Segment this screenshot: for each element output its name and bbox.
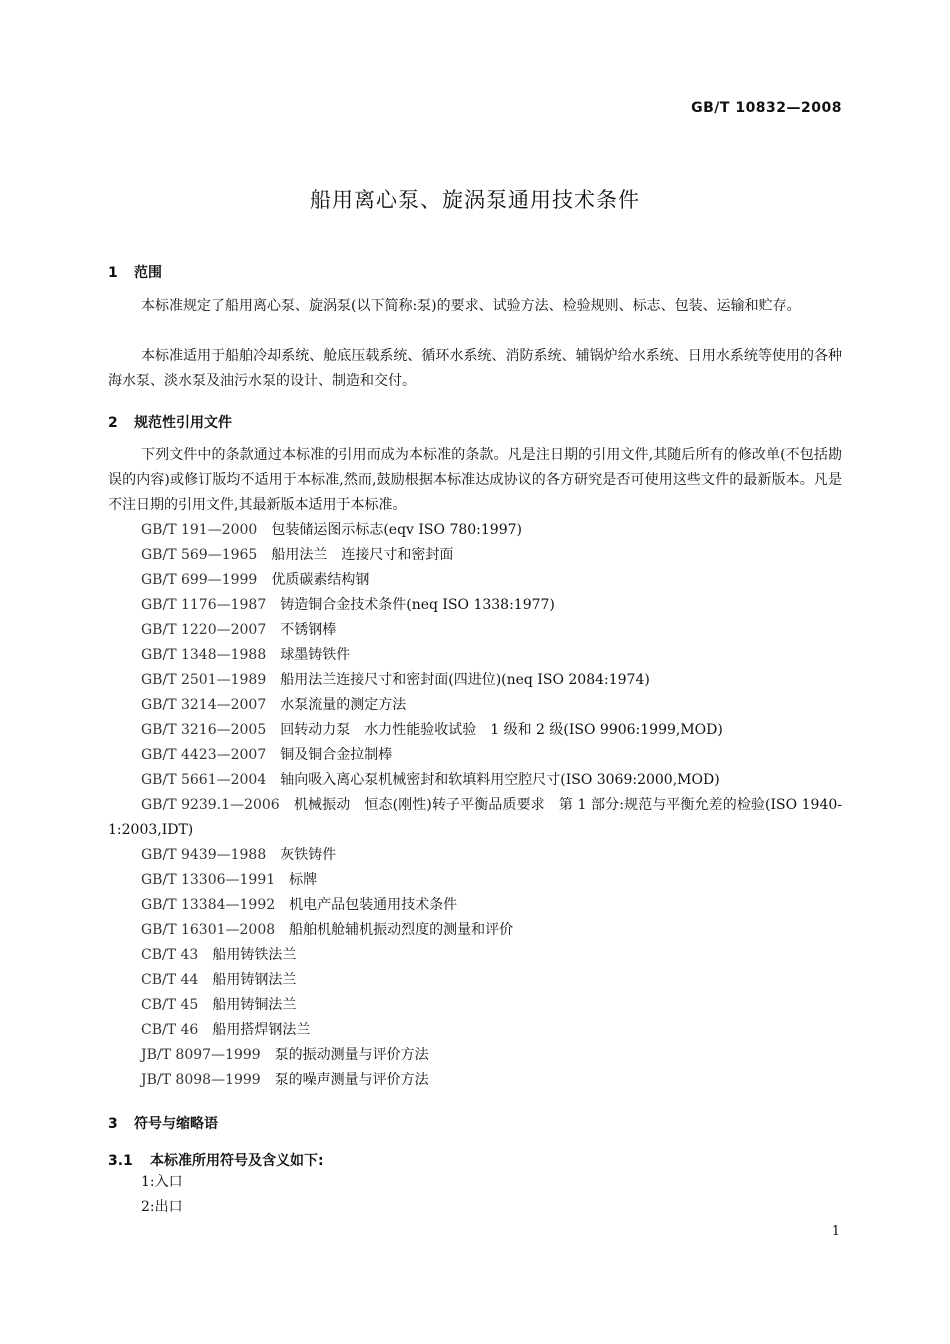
reference-title: 船用法兰 连接尺寸和密封面 [271, 547, 454, 563]
reference-gap [266, 772, 280, 788]
reference-title: 船用铸铁法兰 [212, 947, 297, 963]
symbol-item: 2:出口 [141, 1199, 183, 1215]
reference-code: CB/T 46 [141, 1022, 199, 1038]
reference-title: 机械振动 恒态(刚性)转子平衡品质要求 第 1 部分:规范与平衡允差的检验(ISO 1940-1:2003,IDT) [108, 797, 843, 838]
reference-code: GB/T 569—1965 [141, 547, 258, 563]
reference-code: GB/T 3216—2005 [141, 722, 267, 738]
reference-code: GB/T 2501—1989 [141, 672, 267, 688]
reference-gap [266, 722, 280, 738]
reference-code: GB/T 16301—2008 [141, 922, 276, 938]
section-number: 1 [108, 265, 118, 281]
section-3-heading [108, 1113, 218, 1133]
reference-title: 灰铁铸件 [280, 847, 337, 863]
reference-code: CB/T 45 [141, 997, 199, 1013]
reference-item [108, 718, 842, 743]
reference-gap [280, 797, 294, 813]
reference-gap [266, 672, 280, 688]
reference-title: 船用铸铜法兰 [212, 997, 297, 1013]
reference-gap [266, 597, 280, 613]
reference-gap [198, 1022, 212, 1038]
subsection-title: 本标准所用符号及含义如下: [150, 1153, 324, 1169]
reference-title: 船用铸钢法兰 [212, 972, 297, 988]
reference-gap [261, 1072, 275, 1088]
reference-code: GB/T 13384—1992 [141, 897, 276, 913]
reference-gap [266, 697, 280, 713]
reference-gap [261, 1047, 275, 1063]
section-number: 3 [108, 1116, 118, 1132]
reference-item [108, 693, 842, 718]
standard-code: GB/T 10832—2008 [691, 100, 842, 116]
document-title: 船用离心泵、旋涡泵通用技术条件 [310, 188, 640, 212]
reference-gap [266, 647, 280, 663]
reference-title: 轴向吸入离心泵机械密封和软填料用空腔尺寸(ISO 3069:2000,MOD) [280, 772, 720, 788]
reference-code: CB/T 44 [141, 972, 199, 988]
subsection-number: 3.1 [108, 1153, 133, 1169]
reference-gap [275, 872, 289, 888]
reference-code: GB/T 9239.1—2006 [141, 797, 280, 813]
reference-item [108, 1068, 842, 1093]
reference-gap [257, 572, 271, 588]
reference-item [108, 518, 842, 543]
reference-gap [198, 972, 212, 988]
reference-title: 不锈钢棒 [280, 622, 337, 638]
reference-code: GB/T 1348—1988 [141, 647, 267, 663]
reference-code: GB/T 3214—2007 [141, 697, 267, 713]
section-2-heading [108, 412, 232, 432]
page-number: 1 [831, 1224, 840, 1239]
section-title: 符号与缩略语 [134, 1116, 218, 1132]
reference-gap [266, 847, 280, 863]
reference-item [108, 593, 842, 618]
reference-code: CB/T 43 [141, 947, 199, 963]
reference-code: GB/T 1176—1987 [141, 597, 267, 613]
reference-code: JB/T 8097—1999 [141, 1047, 261, 1063]
reference-item [108, 768, 842, 793]
reference-title: 铸造铜合金技术条件(neq ISO 1338:1977) [280, 597, 555, 613]
reference-gap [275, 897, 289, 913]
section-2-paragraph: 下列文件中的条款通过本标准的引用而成为本标准的条款。凡是注日期的引用文件,其随后所有的修改单(不包括勘误的内容)或修订版均不适用于本标准,然而,鼓励根据本标准达成协议的各方研究是否可使用这些文件的最新版本。凡是不注日期的引用文件,其最新版本适用于本标准。 [108, 447, 842, 513]
reference-gap [266, 622, 280, 638]
reference-item [108, 543, 842, 568]
reference-title: 船舶机舱辅机振动烈度的测量和评价 [289, 922, 514, 938]
reference-item [108, 893, 842, 918]
reference-title: 标牌 [289, 872, 318, 888]
reference-title: 船用法兰连接尺寸和密封面(四进位)(neq ISO 2084:1974) [280, 672, 650, 688]
section-number: 2 [108, 415, 118, 431]
reference-title: 优质碳素结构钢 [271, 572, 370, 588]
reference-item [108, 743, 842, 768]
reference-item [108, 1018, 842, 1043]
reference-item [108, 1043, 842, 1068]
reference-gap [275, 922, 289, 938]
reference-item [108, 918, 842, 943]
section-1-heading [108, 262, 162, 282]
reference-item [108, 793, 842, 843]
reference-item [108, 843, 842, 868]
reference-title: 船用搭焊钢法兰 [212, 1022, 311, 1038]
reference-code: GB/T 4423—2007 [141, 747, 267, 763]
symbol-item: 1:入口 [141, 1174, 183, 1190]
reference-title: 机电产品包装通用技术条件 [289, 897, 458, 913]
reference-title: 球墨铸铁件 [280, 647, 351, 663]
reference-title: 泵的噪声测量与评价方法 [274, 1072, 429, 1088]
reference-item [108, 643, 842, 668]
reference-code: GB/T 699—1999 [141, 572, 258, 588]
reference-item [108, 993, 842, 1018]
reference-item [108, 618, 842, 643]
reference-item [108, 568, 842, 593]
reference-title: 铜及铜合金拉制棒 [280, 747, 393, 763]
reference-code: GB/T 5661—2004 [141, 772, 267, 788]
reference-title: 泵的振动测量与评价方法 [274, 1047, 429, 1063]
reference-code: GB/T 13306—1991 [141, 872, 276, 888]
reference-title: 回转动力泵 水力性能验收试验 1 级和 2 级(ISO 9906:1999,MOD) [280, 722, 723, 738]
reference-code: GB/T 191—2000 [141, 522, 258, 538]
subsection-3-1-heading [108, 1150, 324, 1170]
reference-item [108, 943, 842, 968]
reference-gap [257, 522, 271, 538]
reference-item [108, 868, 842, 893]
reference-title: 水泵流量的测定方法 [280, 697, 407, 713]
reference-gap [198, 997, 212, 1013]
reference-code: JB/T 8098—1999 [141, 1072, 261, 1088]
reference-code: GB/T 9439—1988 [141, 847, 267, 863]
section-1-paragraph-1: 本标准规定了船用离心泵、旋涡泵(以下简称:泵)的要求、试验方法、检验规则、标志、包装、运输和贮存。 [141, 298, 801, 314]
reference-gap [257, 547, 271, 563]
reference-item [108, 968, 842, 993]
section-title: 规范性引用文件 [134, 415, 232, 431]
normative-reference-list [108, 518, 842, 1093]
reference-code: GB/T 1220—2007 [141, 622, 267, 638]
reference-title: 包装储运图示标志(eqv ISO 780:1997) [271, 522, 522, 538]
reference-gap [198, 947, 212, 963]
section-title: 范围 [134, 265, 162, 281]
reference-item [108, 668, 842, 693]
section-1-paragraph-2: 本标准适用于船舶冷却系统、舱底压载系统、循环水系统、消防系统、辅锅炉给水系统、日用水系统等使用的各种海水泵、淡水泵及油污水泵的设计、制造和交付。 [108, 348, 842, 389]
reference-gap [266, 747, 280, 763]
